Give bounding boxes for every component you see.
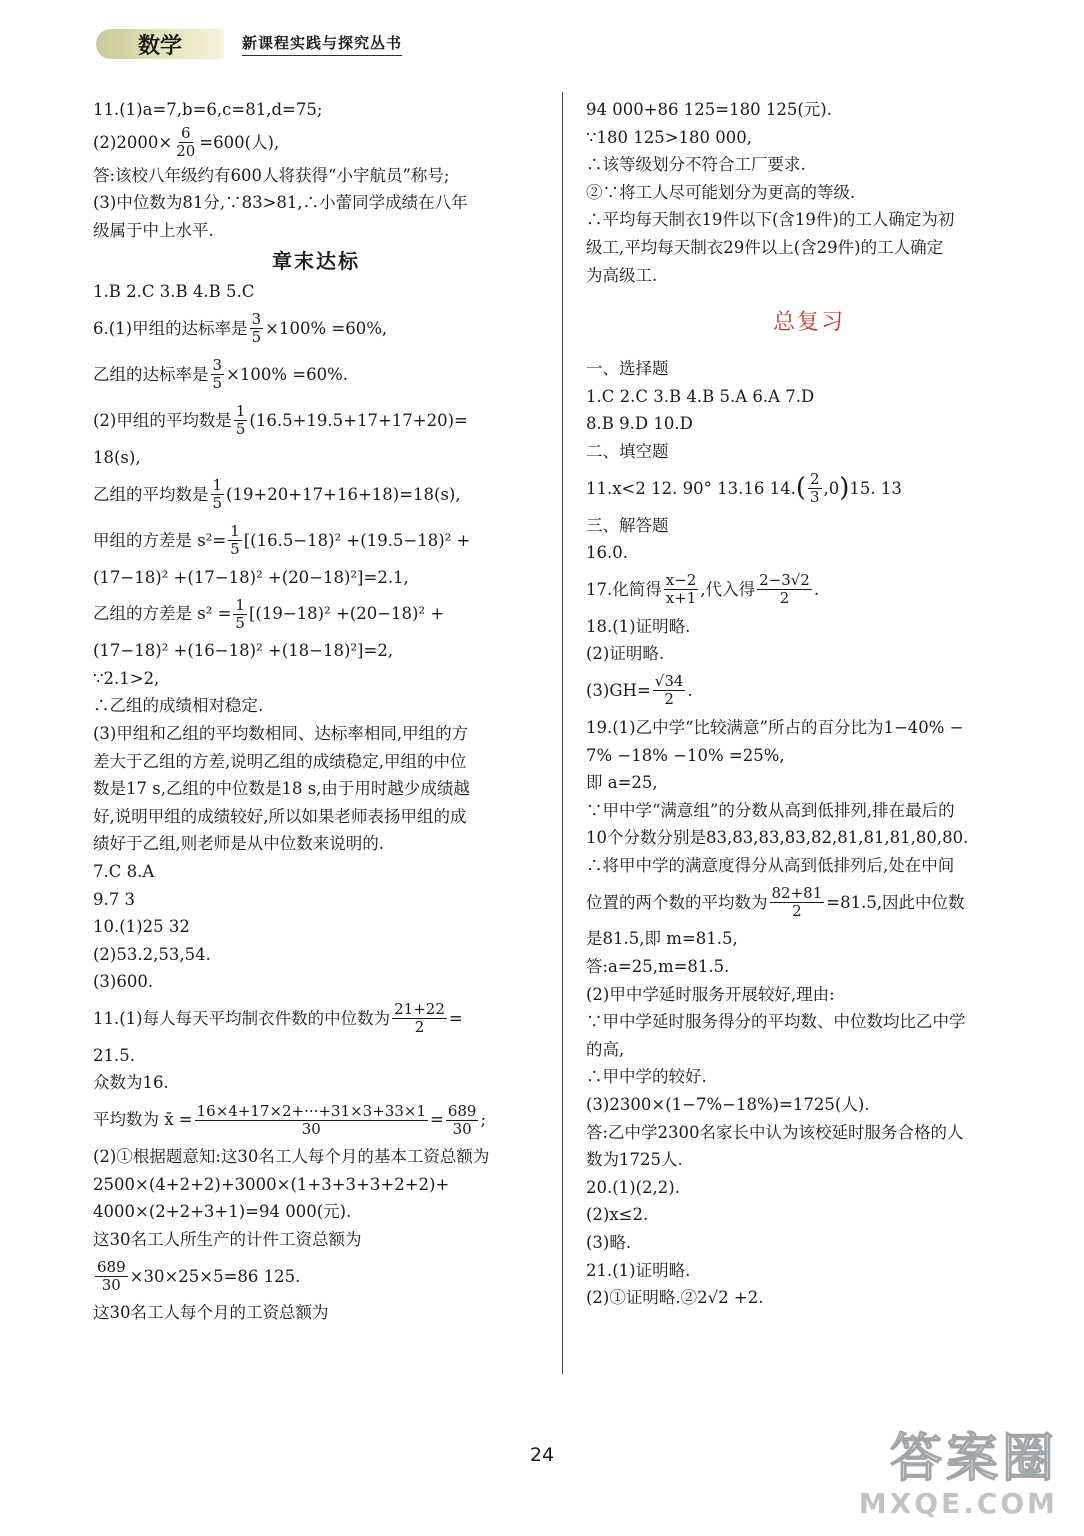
answer-line: 7% −18% −10% =25%, [586, 745, 785, 765]
answer-line: ∴将甲中学的满意度得分从高到低排列后,处在中间 [586, 855, 955, 875]
answer-line: 20.(1)(2,2). [586, 1177, 680, 1197]
answer-line: ∵2.1>2, [93, 668, 160, 688]
answer-line: 6.(1)甲组的达标率是 $\frac{3}{5}$ ×100% =60%, [93, 310, 388, 347]
answer-line: 级工,平均每天制衣29件以上(含29件)的工人确定 [586, 237, 944, 257]
answer-line: 答:该校八年级约有600人将获得“小宇航员”称号; [93, 165, 450, 185]
answer-line: 18(s), [93, 447, 141, 467]
answer-line: (2)甲组的平均数是 $\frac{1}{5}$ (16.5+19.5+17+17+20)= [93, 402, 468, 439]
answer-line: 7.C 8.A [93, 861, 155, 881]
answer-line: 答:a=25,m=81.5. [586, 957, 730, 977]
answer-line: 位置的两个数的平均数为 $\frac{82+81}{2}$ =81.5,因此中位数 [586, 883, 965, 920]
series-title: 新课程实践与探究丛书 [242, 32, 402, 56]
answer-line: 2500×(4+2+2)+3000×(1+3+3+3+2+2)+ [93, 1174, 450, 1194]
watermark-text: 答案圈 [889, 1429, 1058, 1489]
answer-line: 21.5. [93, 1045, 135, 1065]
answer-line: (3)略. [586, 1233, 632, 1252]
answer-line: 即 a=25, [586, 773, 658, 793]
answer-line: 甲组的方差是 s²= $\frac{1}{5}$ [(16.5−18)² +(19.5−18)² + [93, 522, 471, 559]
answer-line: 乙组的方差是 s² = $\frac{1}{5}$ [(19−18)² +(20−18)² + [93, 595, 445, 632]
answer-line: ∵180 125>180 000, [586, 127, 753, 147]
fraction: $\frac{1}{5}$ [230, 522, 240, 559]
fraction: $\frac{3}{5}$ [212, 356, 223, 393]
section-title-review: 总复习 [772, 310, 845, 336]
fraction: $\frac{82+81}{2}$ [771, 883, 823, 920]
answer-line: 11.x<2 12. 90° 13.16 14. ( $\frac{2}{3}$ ,0 ) 15. 13 [586, 470, 902, 507]
answer-line: $\frac{689}{30}$ ×30×25×5=86 125. [97, 1257, 301, 1294]
answer-line: ∵甲中学延时服务得分的平均数、中位数均比乙中学 [586, 1012, 966, 1032]
fraction: $\frac{1}{5}$ [235, 402, 246, 439]
answer-line: 乙组的平均数是 $\frac{1}{5}$ (19+20+17+16+18)=18(s), [93, 476, 461, 513]
answer-line: 这30名工人所生产的计件工资总额为 [93, 1229, 362, 1249]
answer-line: 10.(1)25 32 [93, 917, 190, 937]
answer-line: 1.B 2.C 3.B 4.B 5.C [93, 282, 255, 302]
part-heading: 二、填空题 [586, 441, 669, 461]
page-header [96, 28, 402, 60]
answer-line: ∴平均每天制衣19件以下(含19件)的工人确定为初 [586, 210, 955, 230]
fraction: $\frac{2-3√2}{2}$ [759, 571, 810, 608]
answer-line: 为高级工. [586, 265, 658, 285]
answer-line: 16.0. [586, 543, 628, 563]
answer-line: 差大于乙组的方差,说明乙组的成绩稳定,甲组的中位 [93, 751, 467, 771]
answer-line: 数为1725人. [586, 1150, 683, 1170]
left-column [93, 96, 539, 1327]
answer-line: (17−18)² +(17−18)² +(20−18)²]=2.1, [93, 567, 409, 587]
answer-line: (2)①根据题意知:这30名工人每个月的基本工资总额为 [93, 1147, 490, 1167]
answer-line: 4000×(2+2+3+1)=94 000(元). [93, 1202, 352, 1222]
answer-line: 21.(1)证明略. [586, 1260, 691, 1280]
answer-line: 11.(1)a=7,b=6,c=81,d=75; [93, 100, 323, 119]
fraction: $\frac{x-2}{x+1}$ [665, 571, 697, 608]
answer-line: (2)2000× $\frac{6}{20}$ =600(人), [93, 124, 280, 161]
answer-line: 94 000+86 125=180 125(元). [586, 100, 832, 119]
answer-line: 级属于中上水平. [93, 220, 214, 240]
answer-line: 绩好于乙组,则老师是从中位数来说明的. [93, 834, 384, 854]
answer-line: 是81.5,即 m=81.5, [586, 929, 738, 949]
answer-line: ∴乙组的成绩相对稳定. [93, 696, 264, 716]
right-column [586, 96, 1032, 1312]
answer-line: 乙组的达标率是 $\frac{3}{5}$ ×100% =60%. [93, 356, 349, 393]
answer-line: 8.B 9.D 10.D [586, 414, 693, 434]
fraction: $\frac{16\times 4+17\times 2+\cdot\cdot\cdot+31\times 3+33\times 1}{30}$ [196, 1101, 426, 1138]
fraction: $\frac{1}{5}$ [212, 476, 223, 513]
fraction: $\frac{2}{3}$ [809, 470, 820, 507]
fraction: $\frac{21+22}{2}$ [394, 1000, 445, 1037]
answer-line: 19.(1)乙中学“比较满意”所占的百分比为1−40% − [586, 717, 964, 737]
answer-line: 数是17 s,乙组的中位数是18 s,由于用时越少成绩越 [93, 779, 470, 799]
answer-line: (3)GH= $\frac{√34}{2}$ . [586, 672, 693, 709]
answer-line: 答:乙中学2300名家长中认为该校延时服务合格的人 [586, 1122, 964, 1142]
answer-line: (2)证明略. [586, 644, 665, 664]
answer-line: 好,说明甲组的成绩较好,所以如果老师表扬甲组的成 [93, 806, 467, 826]
fraction: $\frac{√34}{2}$ [654, 672, 684, 709]
fraction: $\frac{3}{5}$ [251, 310, 262, 347]
answer-line: 平均数为 x̄ = $\frac{16\times 4+17\times 2+\cdot\cdot\cdot+31\times 3+33\times 1}{30}$ = $\frac{689}{30}$ ; [93, 1101, 487, 1138]
fraction: $\frac{1}{5}$ [235, 595, 245, 632]
page-number: 24 [529, 1444, 555, 1466]
part-heading: 一、选择题 [586, 359, 669, 379]
answer-line: 的高, [586, 1039, 625, 1059]
answer-line: 众数为16. [93, 1073, 169, 1093]
answer-line: (3)600. [93, 972, 154, 992]
answer-line: ②∵将工人尽可能划分为更高的等级. [586, 182, 856, 202]
answer-line: ∴该等级划分不符合工厂要求. [586, 155, 806, 175]
part-heading: 三、解答题 [586, 515, 669, 535]
watermark-url: MXQE.COM [858, 1487, 1058, 1520]
watermark-logo [859, 1431, 1058, 1520]
answer-line: (17−18)² +(16−18)² +(18−18)²]=2, [93, 641, 394, 661]
answer-line: ∴甲中学的较好. [586, 1067, 707, 1087]
fraction: $\frac{689}{30}$ [447, 1101, 477, 1138]
answer-line: 这30名工人每个月的工资总额为 [93, 1303, 329, 1323]
answer-line: (2)甲中学延时服务开展较好,理由: [586, 984, 835, 1004]
section-title-chapter-end: 章末达标 [272, 249, 360, 274]
answer-line: 1.C 2.C 3.B 4.B 5.A 6.A 7.D [586, 386, 815, 406]
subject-badge: 数学 [96, 29, 224, 59]
fraction: $\frac{689}{30}$ [97, 1257, 126, 1294]
answer-line: (2)53.2,53,54. [93, 944, 211, 964]
answer-line: 18.(1)证明略. [586, 616, 691, 636]
column-divider [562, 92, 563, 1374]
answer-line: ∵甲中学“满意组”的分数从高到低排列,排在最后的 [586, 800, 955, 820]
answer-line: (2)x≤2. [586, 1205, 649, 1225]
answer-line: 10个分数分别是83,83,83,83,82,81,81,81,80,80. [586, 828, 969, 848]
answer-line: 9.7 3 [93, 889, 135, 909]
answer-line: (3)甲组和乙组的平均数相同、达标率相同,甲组的方 [93, 723, 469, 743]
answer-line: 11.(1)每人每天平均制衣件数的中位数为 $\frac{21+22}{2}$ = [93, 1000, 463, 1037]
answer-line: (3)2300×(1−7%−18%)=1725(人). [586, 1095, 870, 1115]
answer-line: (2)①证明略.②2√2 +2. [586, 1288, 764, 1308]
answer-line: (3)中位数为81分,∵83>81,∴小蕾同学成绩在八年 [93, 193, 468, 213]
answer-line: 17.化简得 $\frac{x-2}{x+1}$ ,代入得 $\frac{2-3√2}{2}$ . [586, 571, 820, 608]
fraction: $\frac{6}{20}$ [176, 124, 196, 161]
